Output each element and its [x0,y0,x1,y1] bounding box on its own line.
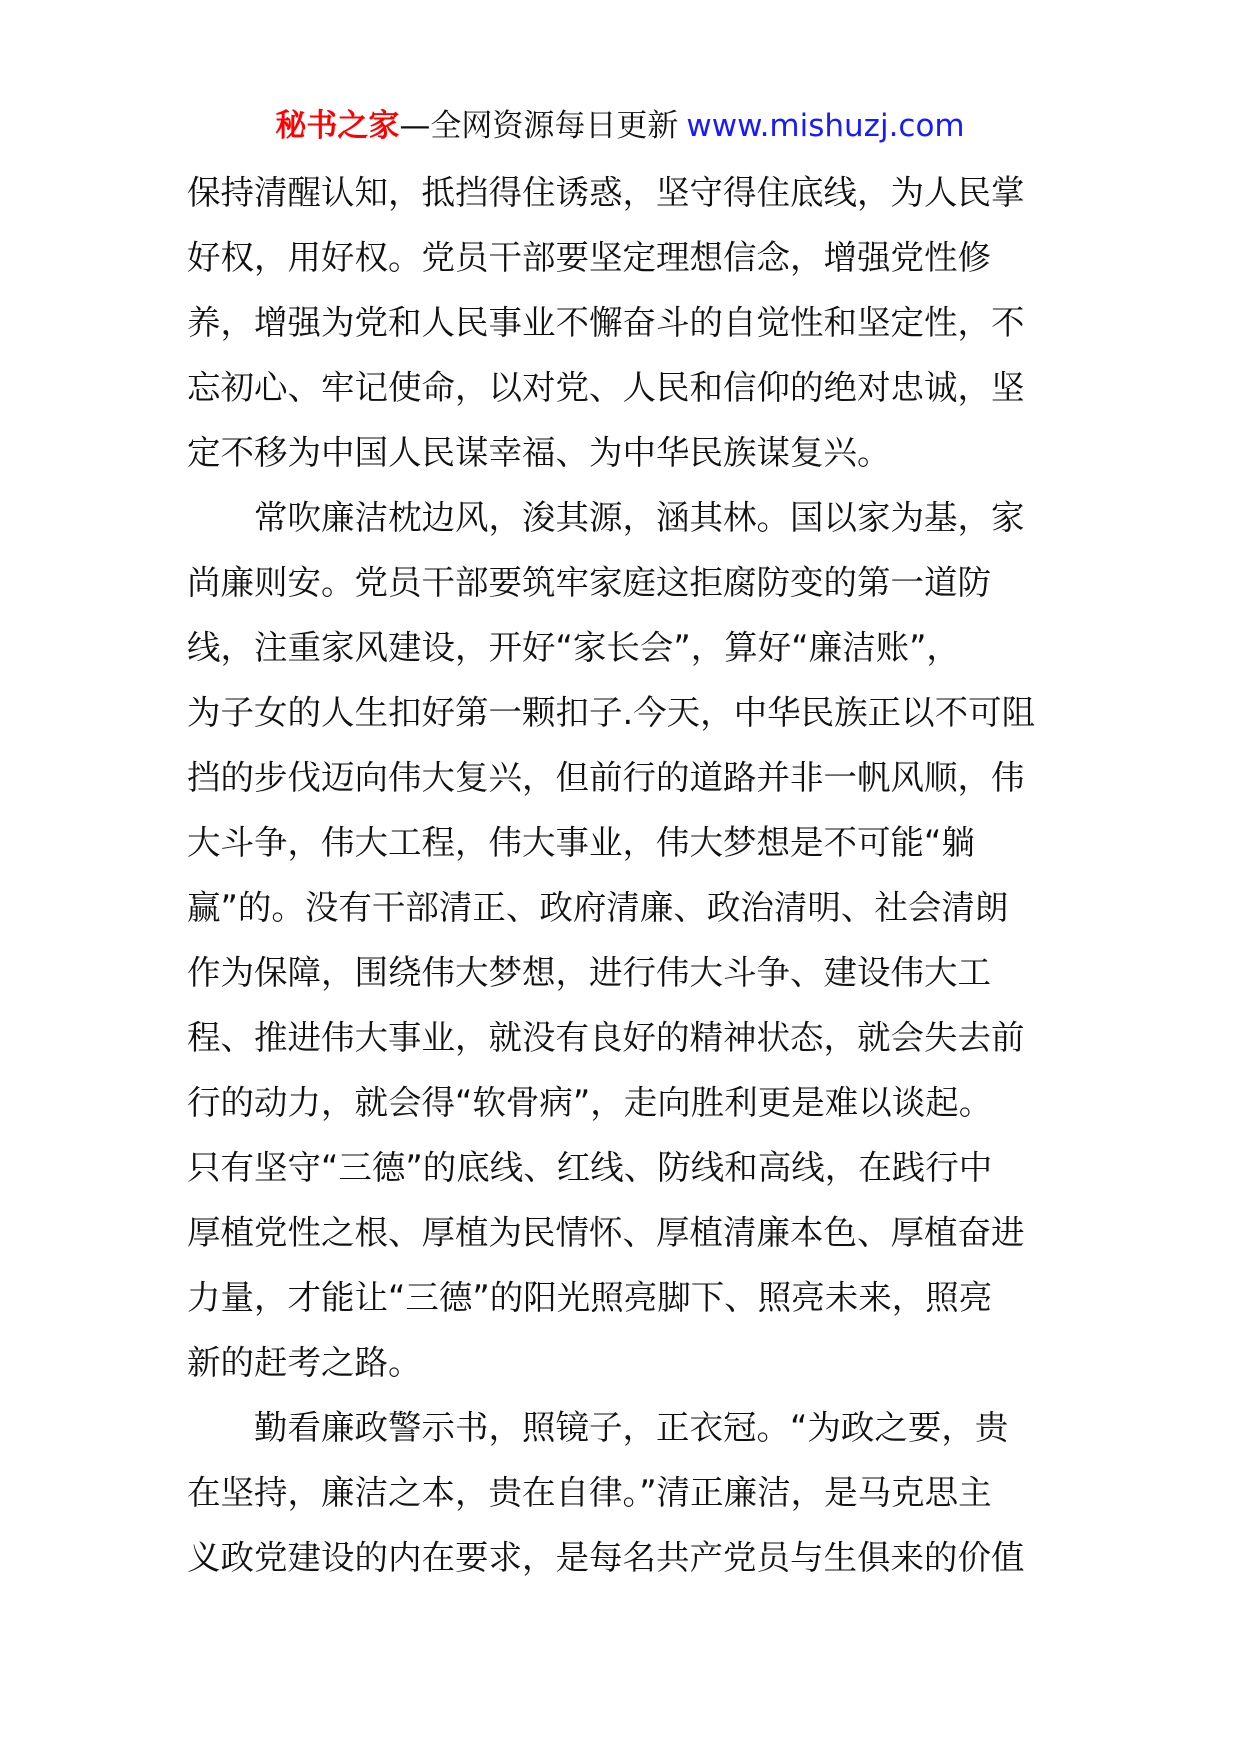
text-line: 程、推进伟大事业，就没有良好的精神状态，就会失去前 [187,1018,1025,1057]
text-line: 作为保障，围绕伟大梦想，进行伟大斗争、建设伟大工 [187,953,991,992]
text-line: 勤看廉政警示书，照镜子，正衣冠。“为政之要，贵 [187,1408,1009,1447]
document-body [187,160,1053,1590]
text-line: 只有坚守“三德”的底线、红线、防线和高线，在践行中 [187,1148,993,1187]
text-line: 在坚持，廉洁之本，贵在自律。”清正廉洁，是马克思主 [187,1473,992,1512]
text-line: 养，增强为党和人民事业不懈奋斗的自觉性和坚定性，不 [187,303,1025,342]
text-line: 线，注重家风建设，开好“家长会”，算好“廉洁账”， [187,628,960,667]
text-line: 好权，用好权。党员干部要坚定理想信念，增强党性修 [187,238,991,277]
text-line: 常吹廉洁枕边风，浚其源，涵其林。国以家为基，家 [187,498,1025,537]
site-tagline: —全网资源每日更新 [399,108,679,144]
text-line: 力量，才能让“三德”的阳光照亮脚下、照亮未来，照亮 [187,1278,993,1317]
text-line: 义政党建设的内在要求，是每名共产党员与生俱来的价值 [187,1538,1025,1577]
site-url-link[interactable]: www.mishuzj.com [686,108,965,144]
site-header [0,104,1240,148]
text-line: 行的动力，就会得“软骨病”，走向胜利更是难以谈起。 [187,1083,993,1122]
text-line: 赢”的。没有干部清正、政府清廉、政治清明、社会清朗 [187,888,1009,927]
text-line: 尚廉则安。党员干部要筑牢家庭这拒腐防变的第一道防 [187,563,991,602]
text-line: 忘初心、牢记使命，以对党、人民和信仰的绝对忠诚，坚 [187,368,1025,407]
text-line: 新的赶考之路。 [187,1343,422,1382]
text-line: 挡的步伐迈向伟大复兴，但前行的道路并非一帆风顺，伟 [187,758,1025,797]
site-brand: 秘书之家 [275,108,400,144]
text-line: 定不移为中国人民谋幸福、为中华民族谋复兴。 [187,433,891,472]
text-line: 大斗争，伟大工程，伟大事业，伟大梦想是不可能“躺 [187,823,975,862]
text-line: 保持清醒认知，抵挡得住诱惑，坚守得住底线，为人民掌 [187,173,1025,212]
text-line: 厚植党性之根、厚植为民情怀、厚植清廉本色、厚植奋进 [187,1213,1025,1252]
text-line: 为子女的人生扣好第一颗扣子.今天，中华民族正以不可阻 [187,693,1036,732]
